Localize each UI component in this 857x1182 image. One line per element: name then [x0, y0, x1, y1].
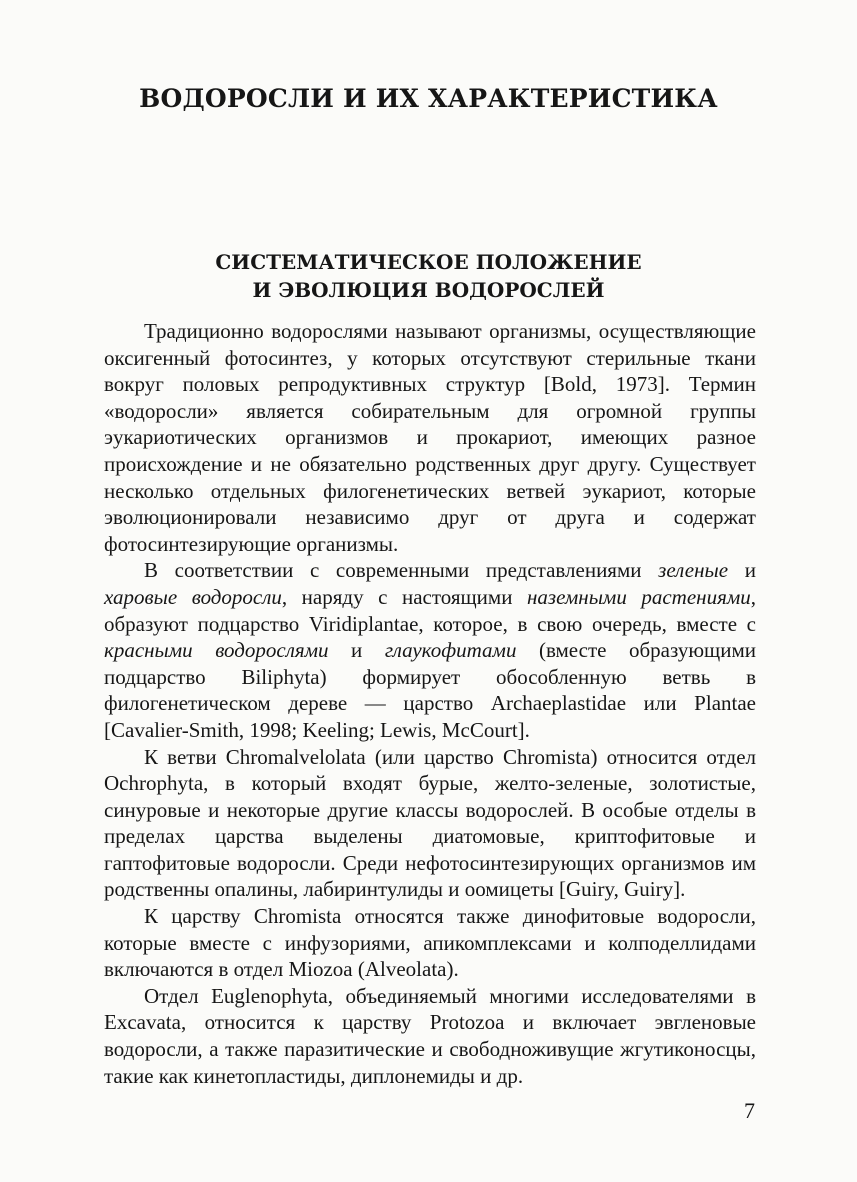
paragraph: [104, 318, 756, 557]
paragraph: [104, 557, 756, 743]
italic-term: зеленые: [658, 558, 729, 583]
section-title-line-1: СИСТЕМАТИЧЕСКОЕ ПОЛОЖЕНИЕ: [215, 250, 642, 274]
italic-term: глаукофитами: [384, 638, 517, 663]
paragraph-text: (вместе образующими подцарство Biliphyta) формирует обособленную ветвь в филогенетическом дереве — царство Archaeplastidae или Plantae [Cavalier-Smith, 1998; Keeling; Lewis, McCourt].: [104, 638, 756, 742]
paragraph: [104, 744, 756, 904]
chapter-title: ВОДОРОСЛИ И ИХ ХАРАКТЕРИСТИКА: [139, 84, 718, 113]
body-text: [104, 318, 756, 1089]
paragraph-text: К ветви Chromalvelolata (или царство Chromista) относится отдел Ochrophyta, в который входят бурые, желто-зеленые, золотистые, синуровые и некоторые другие классы водорослей. В особые отделы в пределах царства выделены диатомовые, криптофитовые и гаптофитовые водоросли. Среди нефотосинтезирующих организмов им родственны опалины, лабиринтулиды и оомицеты [Guiry, Guiry].: [104, 744, 756, 902]
italic-term: наземными растениями: [526, 584, 751, 609]
section-title-line-2: И ЭВОЛЮЦИЯ ВОДОРОСЛЕЙ: [252, 278, 605, 302]
paragraph-text: , наряду с настоящими: [281, 584, 527, 609]
section-title: [0, 248, 857, 304]
paragraph-text: К царству Chromista относятся также динофитовые водоросли, которые вместе с инфузориями, апикомплексами и колподеллидами включаются в отдел Miozoa (Alveolata).: [104, 904, 756, 982]
paragraph-text: Отдел Euglenophyta, объединяемый многими исследователями в Excavata, относится к царству Protozoa и включает эвгленовые водоросли, а также паразитические и свободноживущие жгутиконосцы, такие как кинетопластиды, диплонемиды и др.: [104, 983, 756, 1088]
paragraph: [104, 983, 756, 1089]
paragraph-text: , образуют подцарство Viridiplantae, которое, в свою очередь, вместе с: [104, 584, 757, 636]
page-number: 7: [744, 1098, 755, 1123]
paragraph-text: и: [328, 638, 385, 663]
paragraph-text: Традиционно водорослями называют организмы, осуществляющие оксигенный фотосинтез, у которых отсутствуют стерильные ткани вокруг половых репродуктивных структур [Bold, 1973]. Термин «водоросли» является собирательным для огромной группы эукариотических организмов и прокариот, имеющих разное происхождение и не обязательно родственных друг другу. Существует несколько отдельных филогенетических ветвей эукариот, которые эволюционировали независимо друг от друга и содержат фотосинтезирующие организмы.: [104, 319, 756, 556]
paragraph-text: В соответствии с современными представлениями: [144, 558, 659, 583]
italic-term: красными водорослями: [104, 638, 329, 663]
italic-term: харовые водоросли: [104, 584, 282, 609]
paragraph-text: и: [728, 558, 756, 583]
paragraph: [104, 903, 756, 983]
